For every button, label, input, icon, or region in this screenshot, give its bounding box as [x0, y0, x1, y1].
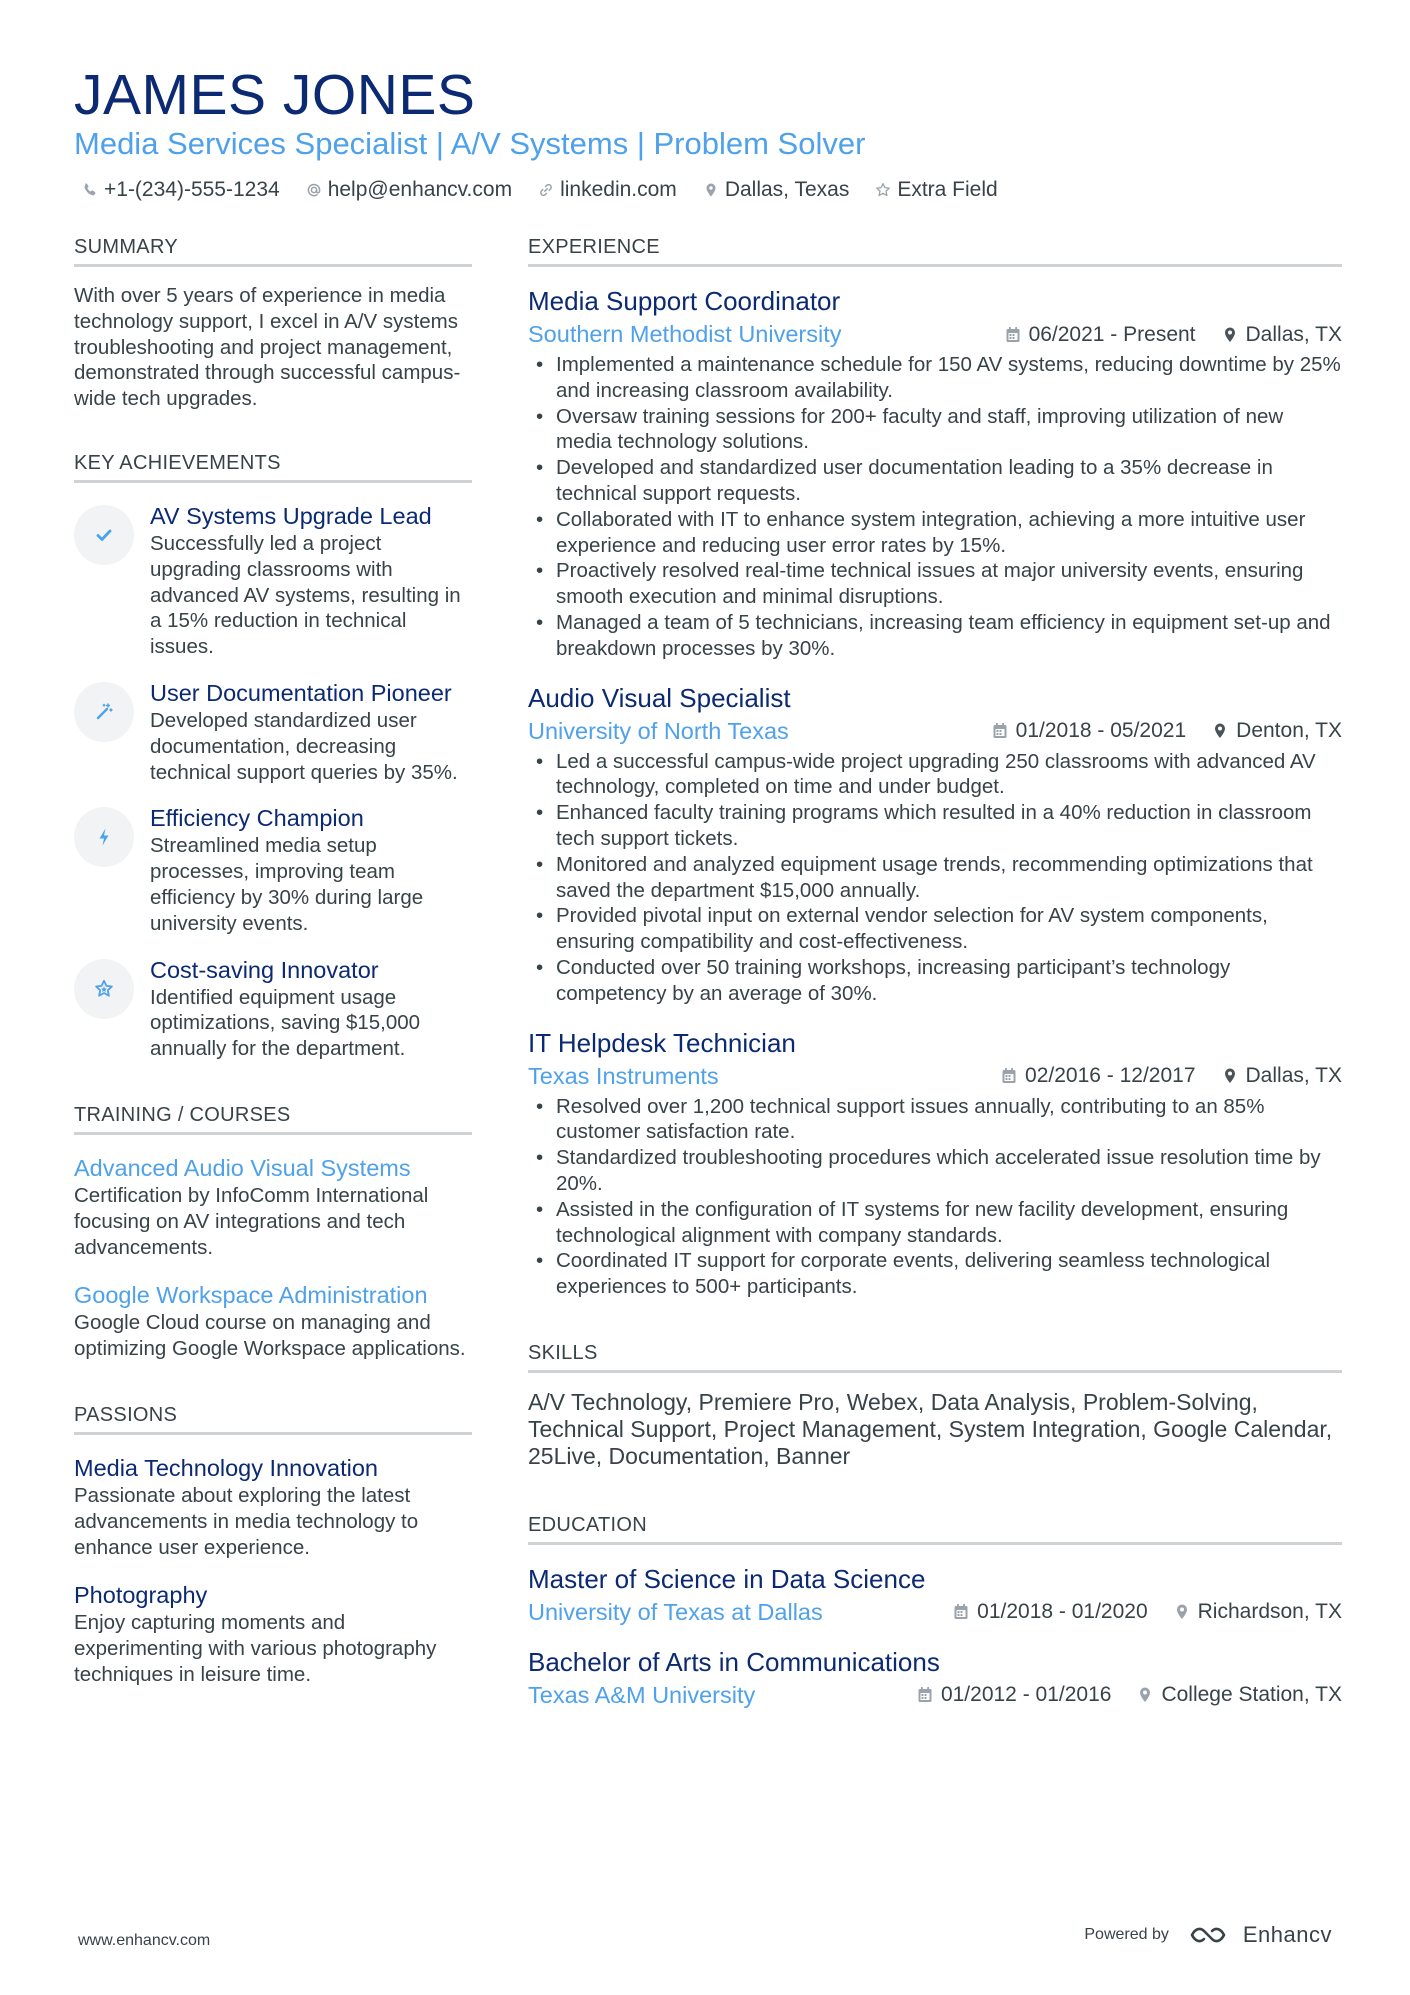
training-text: Certification by InfoComm International focusing on AV integrations and tech advancements. — [74, 1183, 429, 1259]
location-icon — [1212, 722, 1228, 740]
achievement-item — [74, 803, 472, 936]
contact-bar — [82, 178, 998, 202]
link-icon — [538, 182, 554, 198]
star-icon — [74, 959, 134, 1019]
passion-text: Enjoy capturing moments and experimenting with various photography techniques in leisure time. — [74, 1611, 437, 1686]
contact-email[interactable] — [306, 178, 512, 202]
footer-website[interactable]: www.enhancv.com — [78, 1932, 211, 1949]
education-entry — [528, 1563, 1342, 1626]
job-bullet: • Assisted in the configuration of IT systems for new facility development, ensuring technological alignment with company standards. — [528, 1197, 1342, 1249]
education-meta-right — [953, 1600, 1342, 1624]
candidate-title: Media Services Specialist | A/V Systems | Problem Solver — [74, 126, 866, 161]
calendar-icon — [992, 722, 1008, 740]
job-bullet: • Led a successful campus-wide project upgrading 250 classrooms with advanced AV technology, completed on time and under budget. — [528, 749, 1342, 801]
education-dates — [953, 1600, 1147, 1624]
education-section — [528, 1514, 1342, 1709]
job-meta — [528, 1063, 1342, 1090]
job-meta-right — [992, 719, 1342, 743]
training-title: Google Workspace Administration — [74, 1282, 428, 1309]
email-text: help@enhancv.com — [327, 178, 513, 201]
job-dates-text: 06/2021 - Present — [1028, 322, 1196, 346]
training-title: Advanced Audio Visual Systems — [74, 1154, 411, 1181]
job-bullet: • Provided pivotal input on external vendor selection for AV system components, ensuring compatibility and cost-effectiveness. — [528, 903, 1342, 955]
calendar-icon — [953, 1603, 969, 1621]
contact-linkedin[interactable] — [538, 178, 677, 202]
achievement-content — [150, 955, 472, 1062]
job-bullets — [528, 1094, 1342, 1300]
skills-section — [528, 1342, 1342, 1470]
check-icon — [74, 505, 134, 565]
job-location — [1222, 1064, 1342, 1088]
achievement-text: Developed standardized user documentation, decreasing technical support queries by 35%. — [150, 708, 458, 784]
company-name: Texas Instruments — [528, 1062, 719, 1089]
job-meta — [528, 321, 1342, 348]
school-name: Texas A&M University — [528, 1681, 756, 1708]
passion-title: Media Technology Innovation — [74, 1454, 378, 1481]
location-icon — [1174, 1603, 1190, 1621]
calendar-icon — [1005, 326, 1021, 344]
job-bullet: • Enhanced faculty training programs which resulted in a 40% reduction in classroom tech support tickets. — [528, 800, 1342, 852]
passions-heading: PASSIONS — [74, 1404, 472, 1435]
achievement-item — [74, 955, 472, 1062]
education-dates — [917, 1683, 1111, 1707]
location-icon — [1222, 1067, 1238, 1085]
job-meta-right — [1001, 1064, 1342, 1088]
company-name: Southern Methodist University — [528, 321, 842, 347]
job-dates — [992, 719, 1186, 743]
summary-heading: SUMMARY — [74, 236, 472, 267]
powered-by-text: Powered by — [1084, 1926, 1169, 1943]
job-bullet: • Developed and standardized user documentation leading to a 35% decrease in technical support requests. — [528, 455, 1342, 507]
job-meta — [528, 718, 1342, 745]
contact-extra — [875, 178, 997, 202]
education-location-text: College Station, TX — [1161, 1683, 1342, 1707]
passion-item — [74, 1580, 472, 1687]
education-entry — [528, 1646, 1342, 1709]
at-icon — [306, 182, 322, 198]
location-icon — [703, 182, 719, 198]
job-location — [1212, 719, 1342, 743]
job-bullet: • Coordinated IT support for corporate events, delivering seamless technological experiences to 500+ participants. — [528, 1248, 1342, 1300]
contact-phone[interactable] — [82, 178, 280, 202]
achievement-content — [150, 678, 472, 785]
job-bullet: • Managed a team of 5 technicians, increasing team efficiency in equipment set-up and breakdown processes by 30%. — [528, 610, 1342, 662]
achievement-title: Cost-saving Innovator — [150, 956, 379, 983]
training-item — [74, 1280, 472, 1362]
star-icon — [875, 182, 891, 198]
education-meta — [528, 1599, 1342, 1626]
passion-text: Passionate about exploring the latest advancements in media technology to enhance user experience. — [74, 1483, 419, 1559]
skills-heading: SKILLS — [528, 1342, 1342, 1373]
achievement-content — [150, 803, 472, 936]
education-location — [1137, 1683, 1342, 1707]
contact-location — [703, 178, 850, 202]
passion-item — [74, 1453, 472, 1560]
job-bullet: • Collaborated with IT to enhance system integration, achieving a more intuitive user experience and reducing user error rates by 15%. — [528, 507, 1342, 559]
location-text: Dallas, Texas — [724, 178, 850, 201]
education-dates-text: 01/2012 - 01/2016 — [940, 1683, 1112, 1707]
job-bullets — [528, 749, 1342, 1007]
job-location-text: Denton, TX — [1236, 719, 1342, 743]
achievement-text: Identified equipment usage optimizations, saving $15,000 annually for the department. — [150, 985, 421, 1061]
training-heading: TRAINING / COURSES — [74, 1104, 472, 1135]
degree-title: Master of Science in Data Science — [528, 1563, 926, 1594]
achievement-content — [150, 501, 472, 660]
enhancv-logo[interactable] — [1189, 1922, 1332, 1948]
job-bullet: • Standardized troubleshooting procedures which accelerated issue resolution time by 20%. — [528, 1145, 1342, 1197]
achievement-text: Successfully led a project upgrading classrooms with advanced AV systems, resulting in a 15% reduction in technical issues. — [150, 531, 461, 659]
job-dates-text: 02/2016 - 12/2017 — [1025, 1064, 1196, 1088]
achievement-item — [74, 501, 472, 660]
summary-text: With over 5 years of experience in media technology support, I excel in A/V systems troubleshooting and project management, demonstrated through successful campus-wide tech upgrades. — [74, 284, 461, 411]
job-location-text: Dallas, TX — [1245, 322, 1342, 346]
summary-section — [74, 236, 472, 412]
achievements-section — [74, 452, 472, 1062]
achievement-title: Efficiency Champion — [150, 805, 364, 832]
passion-title: Photography — [74, 1582, 208, 1609]
education-meta-right — [917, 1683, 1342, 1707]
footer-branding — [1084, 1922, 1332, 1948]
education-location-text: Richardson, TX — [1197, 1600, 1342, 1624]
phone-icon — [82, 182, 98, 198]
job-bullets — [528, 352, 1342, 662]
job-bullet: • Monitored and analyzed equipment usage trends, recommending optimizations that saved the department $15,000 annually. — [528, 852, 1342, 904]
brand-name: Enhancv — [1242, 1922, 1332, 1947]
location-icon — [1222, 326, 1238, 344]
location-icon — [1137, 1686, 1153, 1704]
education-heading: EDUCATION — [528, 1514, 1342, 1545]
linkedin-text: linkedin.com — [560, 178, 677, 201]
lightning-icon — [74, 807, 134, 867]
company-name: University of North Texas — [528, 717, 789, 744]
right-column — [528, 236, 1342, 1709]
job-title: Audio Visual Specialist — [528, 682, 791, 713]
experience-section — [528, 236, 1342, 1300]
degree-title: Bachelor of Arts in Communications — [528, 1646, 940, 1677]
achievement-title: AV Systems Upgrade Lead — [150, 502, 432, 529]
education-location — [1174, 1600, 1342, 1624]
magic-wand-icon — [74, 682, 134, 742]
job-bullet: • Resolved over 1,200 technical support issues annually, contributing to an 85% customer satisfaction rate. — [528, 1094, 1342, 1146]
skills-text: A/V Technology, Premiere Pro, Webex, Data Analysis, Problem-Solving, Technical Support, Project Management, System Integration, Google Calendar, 25Live, Documentation, Banner — [528, 1388, 1333, 1469]
job-entry — [528, 285, 1342, 662]
job-entry — [528, 682, 1342, 1007]
school-name: University of Texas at Dallas — [528, 1598, 823, 1625]
candidate-name: JAMES JONES — [74, 63, 476, 127]
job-title: Media Support Coordinator — [528, 286, 841, 316]
enhancv-logo-icon — [1189, 1923, 1235, 1947]
job-entry — [528, 1027, 1342, 1300]
job-location — [1222, 323, 1342, 347]
training-section — [74, 1104, 472, 1362]
job-dates-text: 01/2018 - 05/2021 — [1015, 719, 1187, 743]
job-bullet: • Oversaw training sessions for 200+ faculty and staff, improving utilization of new media technology solutions. — [528, 404, 1342, 456]
achievement-text: Streamlined media setup processes, improving team efficiency by 30% during large university events. — [150, 834, 424, 935]
job-bullet: • Implemented a maintenance schedule for 150 AV systems, reducing downtime by 25% and increasing classroom availability. — [528, 352, 1342, 404]
education-dates-text: 01/2018 - 01/2020 — [977, 1600, 1148, 1624]
experience-heading: EXPERIENCE — [528, 236, 1342, 267]
education-meta — [528, 1682, 1342, 1709]
achievement-item — [74, 678, 472, 785]
job-bullet: • Proactively resolved real-time technical issues at major university events, ensuring smooth execution and minimal disruptions. — [528, 558, 1342, 610]
achievement-title: User Documentation Pioneer — [150, 679, 452, 706]
training-item — [74, 1153, 472, 1260]
phone-text: +1-(234)-555-1234 — [104, 178, 280, 201]
training-text: Google Cloud course on managing and optimizing Google Workspace applications. — [74, 1311, 466, 1361]
calendar-icon — [1001, 1067, 1017, 1085]
job-dates — [1001, 1064, 1195, 1088]
calendar-icon — [917, 1686, 933, 1704]
job-title: IT Helpdesk Technician — [528, 1027, 796, 1058]
job-meta-right — [1005, 323, 1342, 347]
job-dates — [1005, 323, 1196, 347]
achievements-heading: KEY ACHIEVEMENTS — [74, 452, 472, 483]
passions-section — [74, 1404, 472, 1688]
left-column — [74, 236, 472, 1688]
extra-field-text: Extra Field — [897, 178, 998, 201]
job-bullet: • Conducted over 50 training workshops, increasing participant’s technology competency by an average of 30%. — [528, 955, 1342, 1007]
job-location-text: Dallas, TX — [1245, 1064, 1342, 1088]
